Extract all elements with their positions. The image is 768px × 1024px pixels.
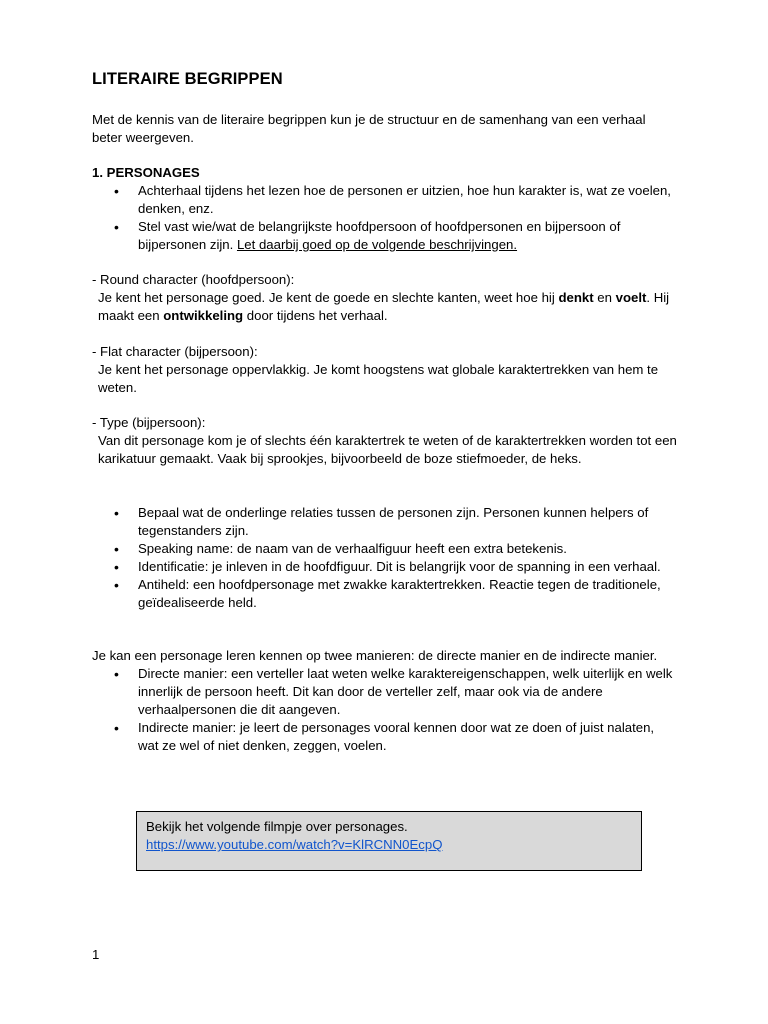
- relations-list: [92, 504, 677, 612]
- flat-character-block: [92, 343, 677, 397]
- manieren-block: [92, 647, 677, 755]
- round-character-block: [92, 271, 677, 325]
- underlined-text: Let daarbij goed op de volgende beschrijvingen.: [236, 237, 518, 252]
- list-item: • Indirecte manier: je leert de personages vooral kennen door wat ze doen of juist nalaten, wat ze wel of niet denken, zeggen, voelen.: [92, 719, 677, 755]
- round-text: Je kent het personage goed. Je kent de goede en slechte kanten, weet hoe hij denkt en voelt. Hij maakt een ontwikkeling door tijdens het verhaal.: [98, 290, 670, 323]
- list-item: • Achterhaal tijdens het lezen hoe de personen er uitzien, hoe hun karakter is, wat ze voelen, denken, enz.: [92, 182, 677, 218]
- youtube-link[interactable]: https://www.youtube.com/watch?v=KlRCNN0EcpQ: [146, 837, 443, 852]
- list-item: • Directe manier: een verteller laat weten welke karaktereigenschappen, welk uiterlijk en welk innerlijk de persoon heeft. Dit kan door de verteller zelf, maar ook via de andere verhaalpersonen die dit aangeven.: [92, 665, 677, 719]
- list-item: • Antiheld: een hoofdpersonage met zwakke karaktertrekken. Reactie tegen de traditionele, geïdealiseerde held.: [92, 576, 677, 612]
- section-heading: 1. PERSONAGES: [92, 165, 200, 180]
- flat-heading: - Flat character (bijpersoon):: [92, 344, 258, 359]
- type-heading: - Type (bijpersoon):: [92, 415, 206, 430]
- manieren-intro: Je kan een personage leren kennen op twee manieren: de directe manier en de indirecte manier.: [92, 648, 658, 663]
- section-personages: [92, 164, 677, 254]
- type-block: [92, 414, 677, 468]
- video-box-text: Bekijk het volgende filmpje over personages.: [146, 819, 408, 834]
- list-item: • Speaking name: de naam van de verhaalfiguur heeft een extra betekenis.: [92, 540, 677, 558]
- page-number: 1: [92, 947, 100, 962]
- list-item: • Bepaal wat de onderlinge relaties tussen de personen zijn. Personen kunnen helpers of tegenstanders zijn.: [92, 504, 677, 540]
- round-heading: - Round character (hoofdpersoon):: [92, 272, 295, 287]
- list-item: • Stel vast wie/wat de belangrijkste hoofdpersoon of hoofdpersonen en bijpersoon of bijpersonen zijn. Let daarbij goed op de volgende beschrijvingen.: [92, 218, 677, 254]
- video-box: [136, 811, 642, 871]
- flat-text: Je kent het personage oppervlakkig. Je komt hoogstens wat globale karaktertrekken van hem te weten.: [98, 362, 659, 395]
- type-text: Van dit personage kom je of slechts één karaktertrek te weten of de karaktertrekken worden tot een karikatuur gemaakt. Vaak bij sprookjes, bijvoorbeeld de boze stiefmoeder, de heks.: [98, 433, 677, 466]
- list-item: • Identificatie: je inleven in de hoofdfiguur. Dit is belangrijk voor de spanning in een verhaal.: [92, 558, 677, 576]
- page-title: LITERAIRE BEGRIPPEN: [92, 70, 283, 88]
- intro-paragraph: Met de kennis van de literaire begrippen kun je de structuur en de samenhang van een verhaal beter weergeven.: [92, 112, 646, 145]
